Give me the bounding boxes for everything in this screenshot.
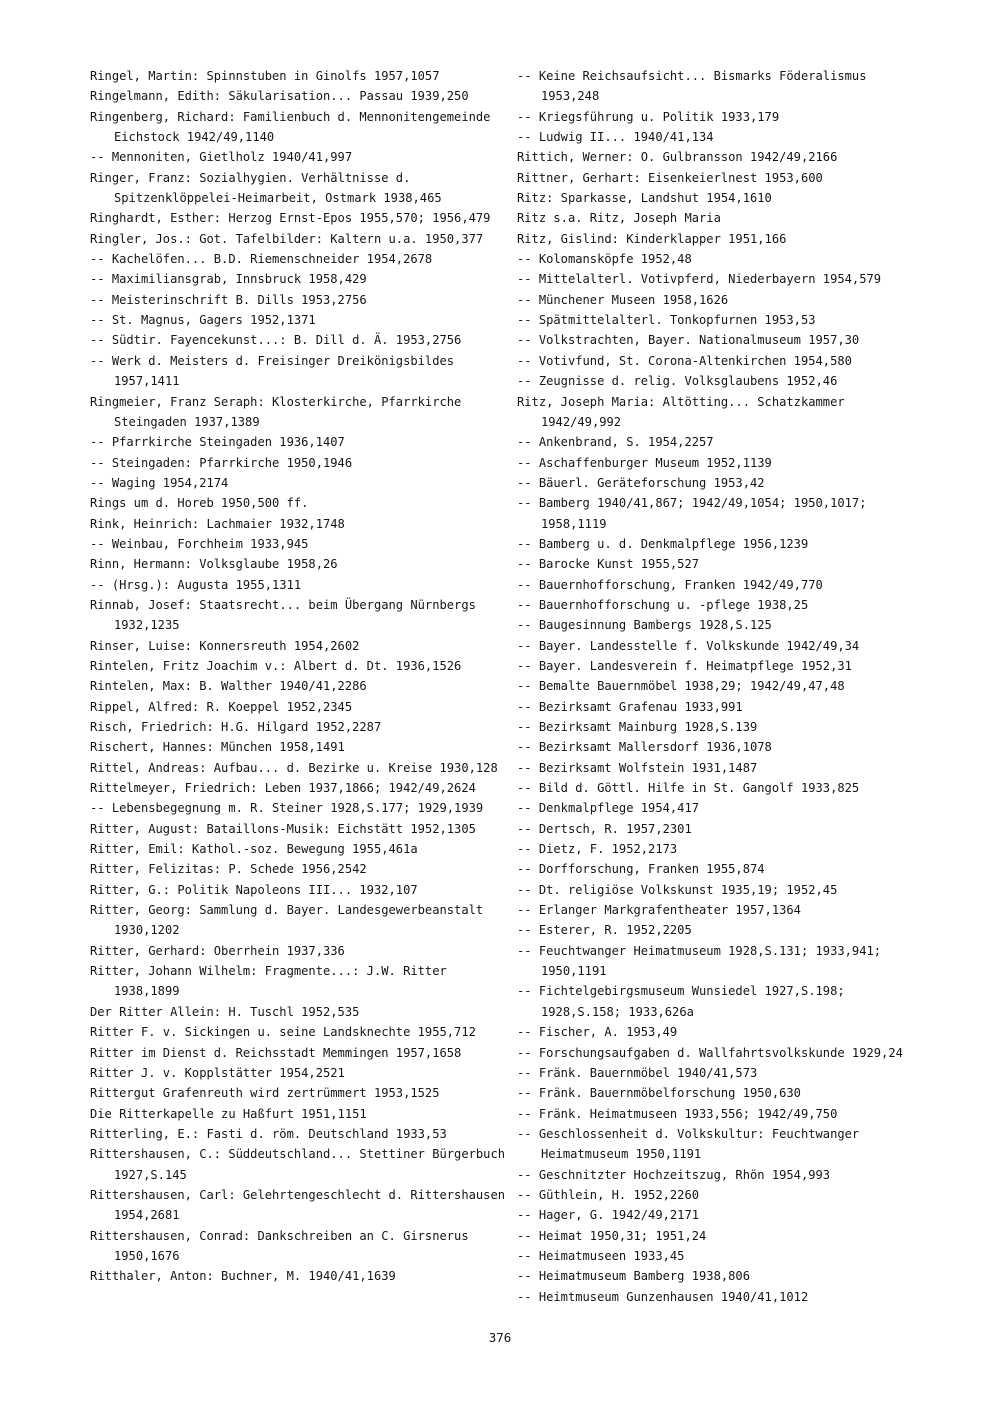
index-entry: -- Fränk. Heimatmuseen 1933,556; 1942/49,750 bbox=[517, 1106, 838, 1121]
index-entry: -- Baugesinnung Bambergs 1928,S.125 bbox=[517, 618, 772, 633]
index-entry: Ritter, Emil: Kathol.-soz. Bewegung 1955,461a bbox=[90, 842, 418, 857]
index-entry: -- Bezirksamt Grafenau 1933,991 bbox=[517, 699, 743, 714]
index-entry: -- Meisterinschrift B. Dills 1953,2756 bbox=[90, 292, 367, 307]
index-entry: Ritthaler, Anton: Buchner, M. 1940/41,1639 bbox=[90, 1269, 396, 1284]
index-entry: Ringelmann, Edith: Säkularisation... Passau 1939,250 bbox=[90, 89, 469, 104]
index-entry: -- Bayer. Landesstelle f. Volkskunde 1942/49,34 bbox=[517, 638, 860, 653]
index-entry: -- St. Magnus, Gagers 1952,1371 bbox=[90, 313, 316, 328]
index-entry: -- Mittelalterl. Votivpferd, Niederbayern 1954,579 bbox=[517, 272, 882, 287]
index-entry: -- Denkmalpflege 1954,417 bbox=[517, 801, 700, 816]
index-entry: Rings um d. Horeb 1950,500 ff. bbox=[90, 496, 309, 511]
index-entry: Rittershausen, C.: Süddeutschland... Stettiner Bürgerbuch 1927,S.145 bbox=[90, 1147, 506, 1182]
index-entry: Ringenberg, Richard: Familienbuch d. Mennonitengemeinde Eichstock 1942/49,1140 bbox=[90, 109, 491, 145]
index-entry: -- Bemalte Bauernmöbel 1938,29; 1942/49,47,48 bbox=[517, 679, 845, 694]
index-entry: -- Dt. religiöse Volkskunst 1935,19; 1952,45 bbox=[517, 882, 838, 897]
index-entry: -- Bezirksamt Mainburg 1928,S.139 bbox=[517, 720, 758, 734]
index-entry: -- Münchener Museen 1958,1626 bbox=[517, 292, 729, 307]
index-entry: Ringmeier, Franz Seraph: Klosterkirche, Pfarrkirche Steingaden 1937,1389 bbox=[90, 394, 462, 429]
index-entry: -- Pfarrkirche Steingaden 1936,1407 bbox=[90, 435, 345, 450]
index-entry: -- Kriegsführung u. Politik 1933,179 bbox=[517, 109, 780, 124]
index-entry: Rintelen, Fritz Joachim v.: Albert d. Dt. 1936,1526 bbox=[90, 658, 462, 673]
index-entry: -- Werk d. Meisters d. Freisinger Dreikönigsbildes 1957,1411 bbox=[90, 353, 455, 389]
index-entry: Ringer, Franz: Sozialhygien. Verhältnisse d. Spitzenklöppelei-Heimarbeit, Ostmark 1938,465 bbox=[90, 170, 442, 206]
index-entry: -- Keine Reichsaufsicht... Bismarks Föderalismus 1953,248 bbox=[517, 69, 867, 104]
index-entry: Risch, Friedrich: H.G. Hilgard 1952,2287 bbox=[90, 720, 382, 734]
index-entry: -- Weinbau, Forchheim 1933,945 bbox=[90, 536, 309, 551]
index-entry: Rittershausen, Conrad: Dankschreiben an C. Girsnerus 1950,1676 bbox=[90, 1228, 469, 1263]
index-entry: -- Barocke Kunst 1955,527 bbox=[517, 557, 700, 572]
index-entry: -- Hager, G. 1942/49,2171 bbox=[517, 1208, 700, 1223]
page-number: 376 bbox=[488, 1330, 512, 1345]
index-entry: Ritz, Joseph Maria: Altötting... Schatzkammer 1942/49,992 bbox=[517, 394, 845, 429]
index-entry: -- Waging 1954,2174 bbox=[90, 475, 229, 490]
index-entry: Ritter, Felizitas: P. Schede 1956,2542 bbox=[90, 862, 367, 877]
index-entry: -- Volkstrachten, Bayer. Nationalmuseum 1957,30 bbox=[517, 333, 860, 348]
index-entry: Ritter, G.: Politik Napoleons III... 1932,107 bbox=[90, 882, 418, 897]
index-entry: Rittich, Werner: O. Gulbransson 1942/49,2166 bbox=[517, 150, 838, 165]
index-entry: Rittelmeyer, Friedrich: Leben 1937,1866; 1942/49,2624 bbox=[90, 781, 476, 796]
index-entry: -- Esterer, R. 1952,2205 bbox=[517, 923, 692, 938]
index-entry: Rintelen, Max: B. Walther 1940/41,2286 bbox=[90, 679, 367, 694]
index-entry: Rittergut Grafenreuth wird zertrümmert 1953,1525 bbox=[90, 1086, 440, 1101]
index-entry: Ritter, Gerhard: Oberrhein 1937,336 bbox=[90, 943, 345, 958]
index-entry: Rinn, Hermann: Volksglaube 1958,26 bbox=[90, 557, 338, 572]
index-entry: Ritz s.a. Ritz, Joseph Maria bbox=[517, 211, 721, 226]
index-entry: Rittner, Gerhart: Eisenkeierlnest 1953,600 bbox=[517, 170, 823, 185]
index-entry: Ritter im Dienst d. Reichsstadt Memmingen 1957,1658 bbox=[90, 1045, 462, 1060]
index-entry: -- Bamberg 1940/41,867; 1942/49,1054; 1950,1017; 1958,1119 bbox=[517, 496, 867, 531]
index-entry: Rinnab, Josef: Staatsrecht... beim Übergang Nürnbergs 1932,1235 bbox=[90, 597, 476, 633]
index-entry: -- Feuchtwanger Heimatmuseum 1928,S.131; 1933,941; 1950,1191 bbox=[517, 943, 882, 979]
index-entry: -- Geschnitzter Hochzeitszug, Rhön 1954,993 bbox=[517, 1167, 831, 1182]
index-entry: -- Heimat 1950,31; 1951,24 bbox=[517, 1228, 707, 1243]
index-entry: -- Bäuerl. Geräteforschung 1953,42 bbox=[517, 475, 765, 490]
index-entry: Ritterling, E.: Fasti d. röm. Deutschland 1933,53 bbox=[90, 1126, 447, 1141]
index-entry: -- Spätmittelalterl. Tonkopfurnen 1953,53 bbox=[517, 313, 816, 328]
index-entry: -- Kachelöfen... B.D. Riemenschneider 1954,2678 bbox=[90, 252, 433, 267]
index-entry: Ringel, Martin: Spinnstuben in Ginolfs 1957,1057 bbox=[90, 69, 440, 83]
index-entry: -- Heimatmuseum Bamberg 1938,806 bbox=[517, 1269, 750, 1284]
index-entry: -- Aschaffenburger Museum 1952,1139 bbox=[517, 455, 772, 470]
index-entry: -- Fichtelgebirgsmuseum Wunsiedel 1927,S.198; 1928,S.158; 1933,626a bbox=[517, 984, 845, 1019]
index-column-right bbox=[517, 66, 917, 1307]
index-entry: Ritter, August: Bataillons-Musik: Eichstätt 1952,1305 bbox=[90, 821, 476, 836]
index-entry: -- (Hrsg.): Augusta 1955,1311 bbox=[90, 577, 302, 592]
index-entry: Der Ritter Allein: H. Tuschl 1952,535 bbox=[90, 1004, 360, 1019]
index-entry: Rippel, Alfred: R. Koeppel 1952,2345 bbox=[90, 699, 353, 714]
index-entry: -- Bild d. Göttl. Hilfe in St. Gangolf 1933,825 bbox=[517, 781, 860, 796]
index-entry: Ritter, Johann Wilhelm: Fragmente...: J.W. Ritter 1938,1899 bbox=[90, 964, 447, 999]
index-entry: -- Fischer, A. 1953,49 bbox=[517, 1025, 678, 1040]
index-entry: -- Zeugnisse d. relig. Volksglaubens 1952,46 bbox=[517, 374, 838, 389]
index-entry: Rinser, Luise: Konnersreuth 1954,2602 bbox=[90, 638, 360, 653]
index-entry: Ritter F. v. Sickingen u. seine Landsknechte 1955,712 bbox=[90, 1025, 476, 1040]
index-entry: -- Maximiliansgrab, Innsbruck 1958,429 bbox=[90, 272, 367, 287]
index-entry: Ritz: Sparkasse, Landshut 1954,1610 bbox=[517, 191, 772, 206]
index-entry: -- Dietz, F. 1952,2173 bbox=[517, 842, 678, 857]
index-entry: -- Bezirksamt Wolfstein 1931,1487 bbox=[517, 760, 758, 775]
index-entry: -- Erlanger Markgrafentheater 1957,1364 bbox=[517, 903, 801, 918]
index-entry: -- Dorfforschung, Franken 1955,874 bbox=[517, 862, 765, 877]
index-entry: -- Forschungsaufgaben d. Wallfahrtsvolkskunde 1929,24 bbox=[517, 1045, 903, 1060]
index-entry: -- Heimtmuseum Gunzenhausen 1940/41,1012 bbox=[517, 1289, 809, 1304]
index-entry: Ringhardt, Esther: Herzog Ernst-Epos 1955,570; 1956,479 bbox=[90, 211, 491, 226]
index-entry: -- Heimatmuseen 1933,45 bbox=[517, 1248, 685, 1263]
index-entry: -- Bauernhofforschung, Franken 1942/49,770 bbox=[517, 577, 823, 592]
index-entry: Rittel, Andreas: Aufbau... d. Bezirke u. Kreise 1930,128 bbox=[90, 760, 498, 775]
index-entry: -- Südtir. Fayencekunst...: B. Dill d. Ä. 1953,2756 bbox=[90, 333, 462, 348]
index-entry: Ritter J. v. Kopplstätter 1954,2521 bbox=[90, 1065, 345, 1080]
index-entry: Ritz, Gislind: Kinderklapper 1951,166 bbox=[517, 231, 787, 246]
index-entry: -- Kolomansköpfe 1952,48 bbox=[517, 252, 692, 267]
index-entry: -- Bamberg u. d. Denkmalpflege 1956,1239 bbox=[517, 536, 809, 551]
index-entry: -- Bayer. Landesverein f. Heimatpflege 1952,31 bbox=[517, 658, 852, 673]
index-entry: -- Mennoniten, Gietlholz 1940/41,997 bbox=[90, 150, 353, 165]
index-column-left bbox=[90, 66, 510, 1287]
index-entry: Rittershausen, Carl: Gelehrtengeschlecht d. Rittershausen 1954,2681 bbox=[90, 1187, 506, 1223]
index-entry: -- Ludwig II... 1940/41,134 bbox=[517, 130, 714, 145]
index-entry: -- Votivfund, St. Corona-Altenkirchen 1954,580 bbox=[517, 353, 852, 368]
index-entry: -- Steingaden: Pfarrkirche 1950,1946 bbox=[90, 455, 353, 470]
index-entry: -- Güthlein, H. 1952,2260 bbox=[517, 1187, 700, 1202]
index-entry: -- Ankenbrand, S. 1954,2257 bbox=[517, 435, 714, 450]
index-entry: Rink, Heinrich: Lachmaier 1932,1748 bbox=[90, 516, 345, 531]
index-entry: Ritter, Georg: Sammlung d. Bayer. Landesgewerbeanstalt 1930,1202 bbox=[90, 903, 484, 938]
index-entry: Die Ritterkapelle zu Haßfurt 1951,1151 bbox=[90, 1106, 367, 1121]
index-entry: -- Dertsch, R. 1957,2301 bbox=[517, 821, 692, 836]
index-entry: -- Lebensbegegnung m. R. Steiner 1928,S.177; 1929,1939 bbox=[90, 801, 484, 816]
index-entry: Rischert, Hannes: München 1958,1491 bbox=[90, 740, 345, 755]
index-entry: -- Geschlossenheit d. Volkskultur: Feuchtwanger Heimatmuseum 1950,1191 bbox=[517, 1126, 860, 1162]
index-entry: -- Bauernhofforschung u. -pflege 1938,25 bbox=[517, 597, 809, 612]
index-entry: Ringler, Jos.: Got. Tafelbilder: Kaltern u.a. 1950,377 bbox=[90, 231, 484, 246]
index-entry: -- Bezirksamt Mallersdorf 1936,1078 bbox=[517, 740, 772, 755]
index-entry: -- Fränk. Bauernmöbelforschung 1950,630 bbox=[517, 1086, 801, 1101]
index-entry: -- Fränk. Bauernmöbel 1940/41,573 bbox=[517, 1065, 758, 1080]
